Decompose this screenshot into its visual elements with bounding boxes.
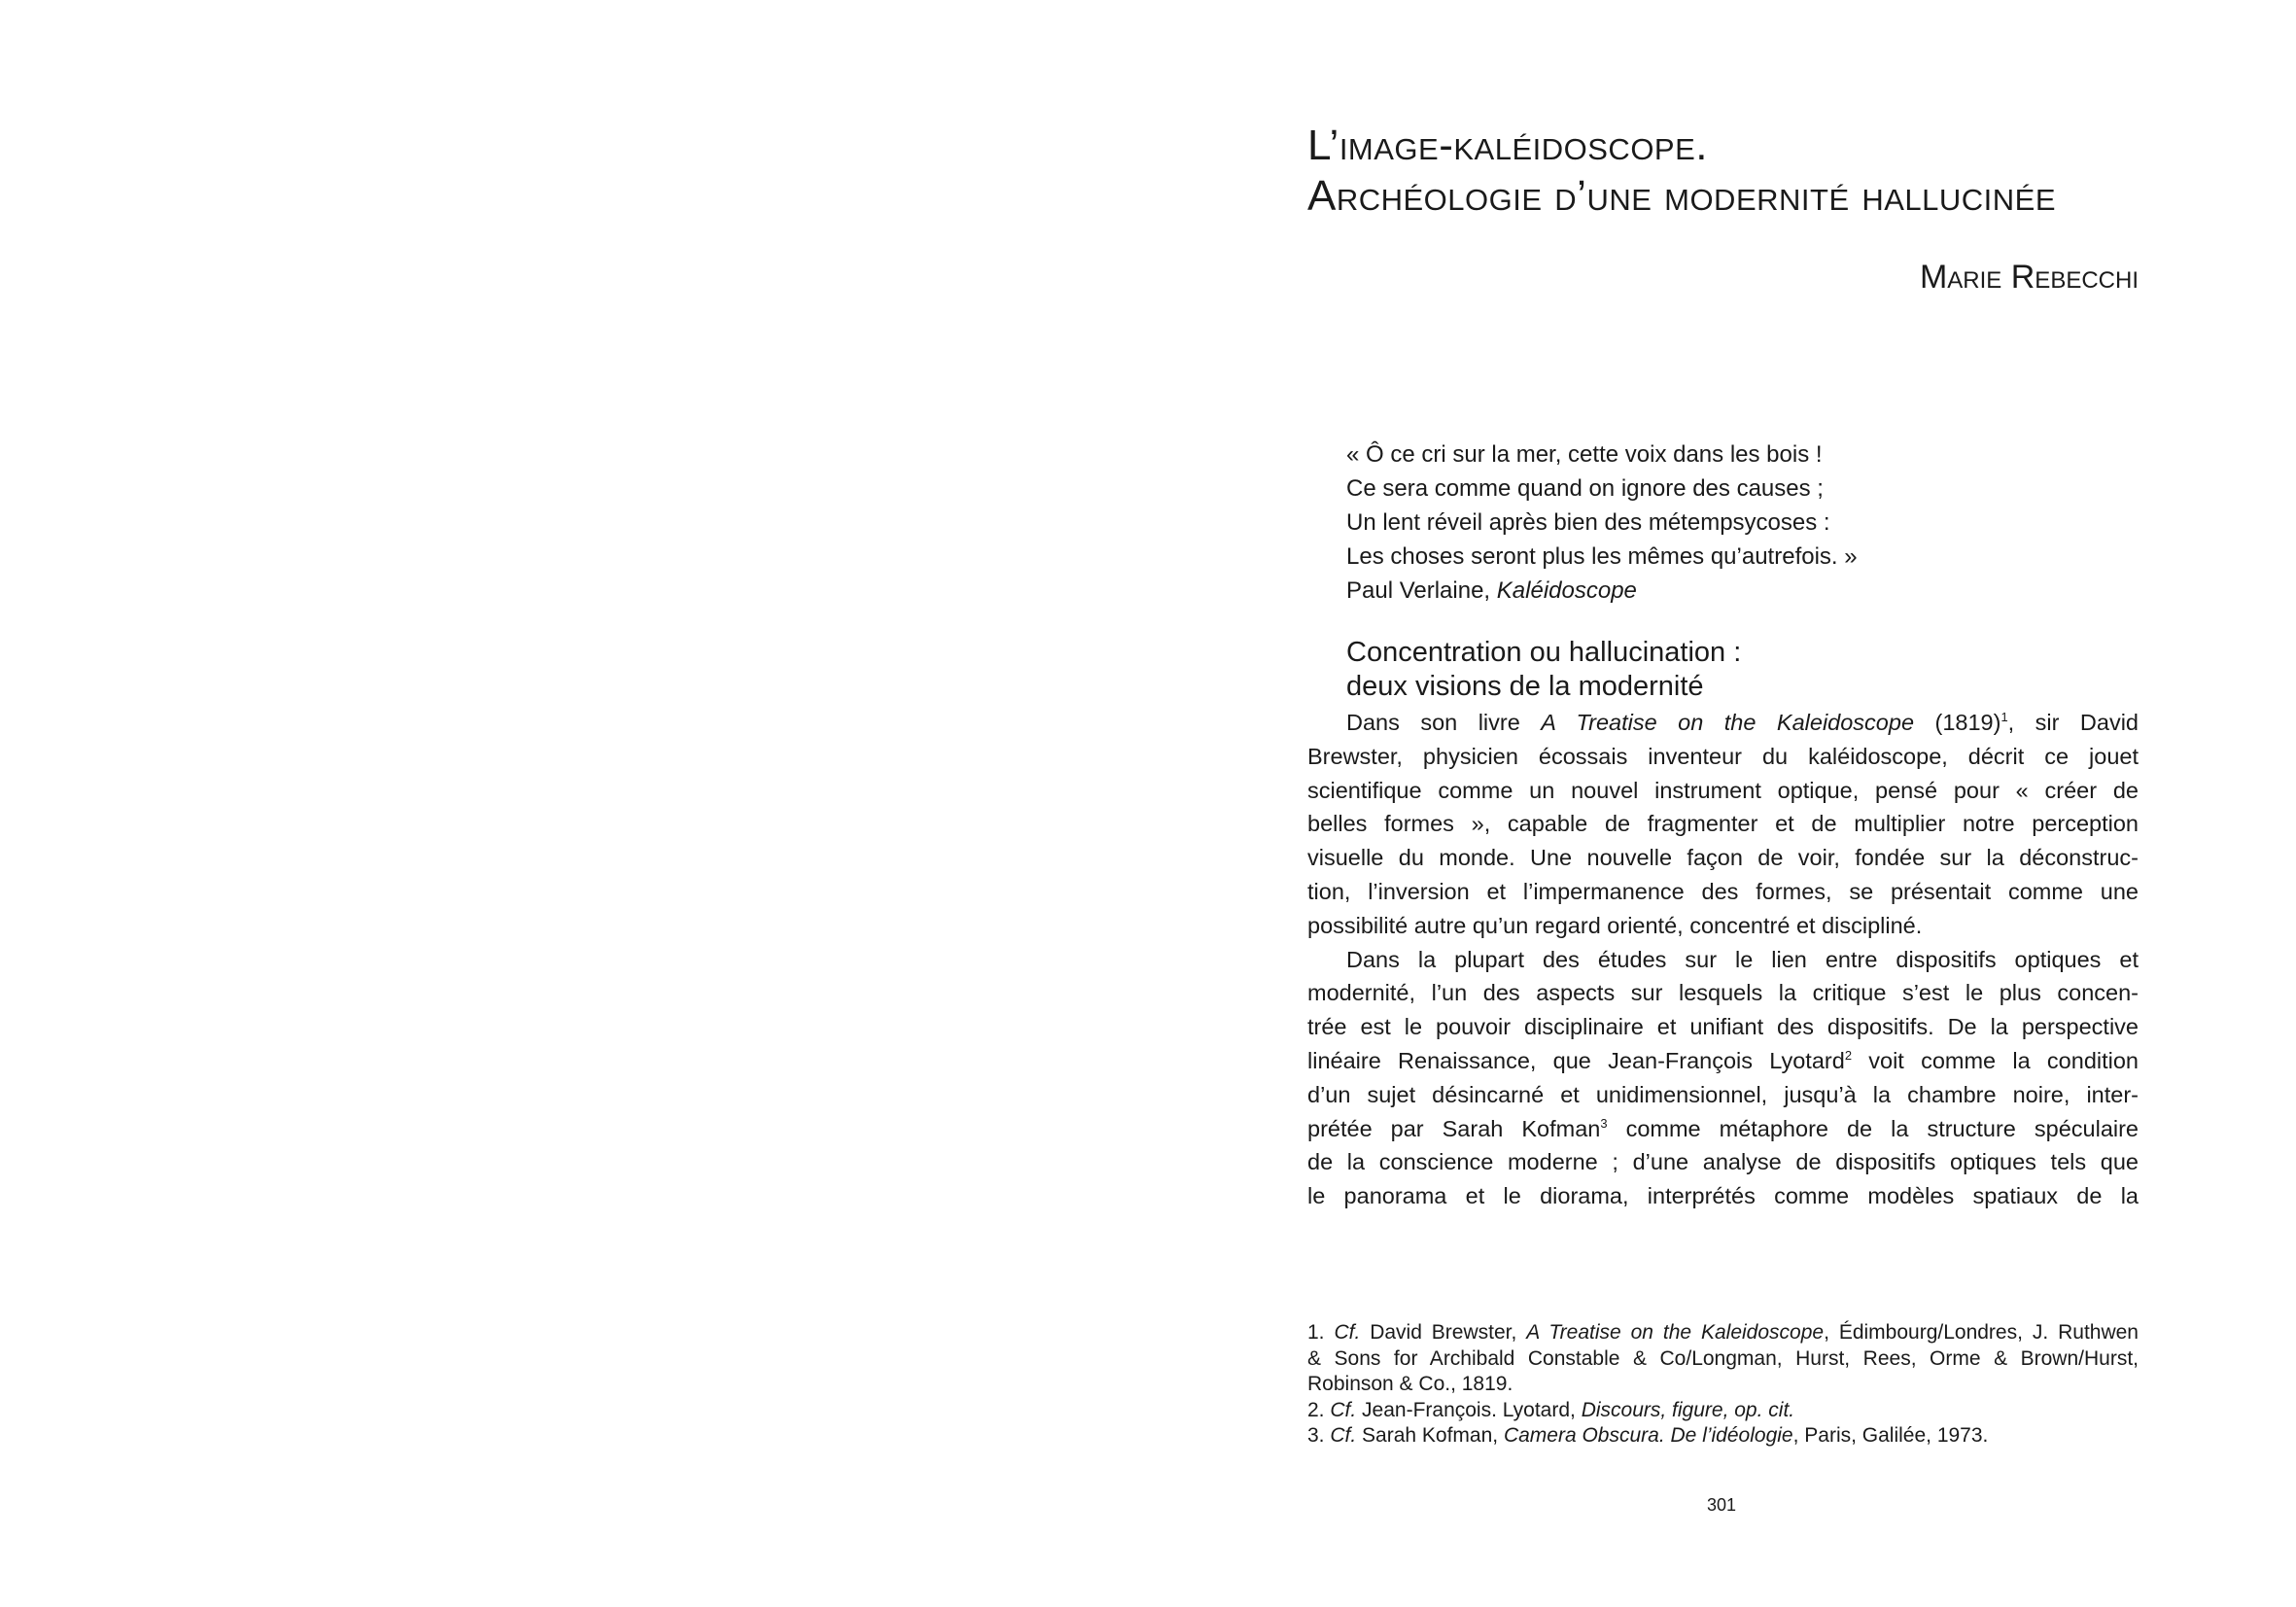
- text-run: trée est le pouvoir disciplinaire et unifiant des dispositifs. De la perspective: [1307, 1014, 2139, 1040]
- text-run: Dans la plupart des études sur le lien entre dispositifs optiques et: [1346, 946, 2139, 972]
- italic-text: Cf.: [1330, 1398, 1357, 1421]
- italic-text: Cf.: [1334, 1321, 1361, 1344]
- text-run: belles formes », capable de fragmenter et de multiplier notre perception: [1307, 811, 2139, 837]
- epigraph-line: Les choses seront plus les mêmes qu’autrefois. »: [1346, 543, 1858, 570]
- text-run: Brewster, physicien écossais inventeur du kaléidoscope, décrit ce jouet: [1307, 743, 2139, 769]
- text-run: , Édimbourg/Londres, J. Ruthwen: [1824, 1321, 2139, 1344]
- footnote-ref: 3: [1600, 1115, 1608, 1131]
- text-run: de la conscience moderne ; d’une analyse de dispositifs optiques tels que: [1307, 1149, 2139, 1175]
- body-line: [1307, 909, 2139, 943]
- body-line: [1307, 774, 2139, 808]
- chapter-title: [1307, 121, 2182, 222]
- italic-text: Cf.: [1330, 1424, 1357, 1448]
- text-run: (1819): [1914, 710, 2001, 735]
- text-run: linéaire Renaissance, que Jean-François Lyotard: [1307, 1047, 1845, 1073]
- body-line: [1307, 976, 2139, 1010]
- text-run: possibilité autre qu’un regard orienté, concentré et discipliné.: [1307, 912, 1923, 938]
- body-text: [1307, 706, 2139, 1213]
- footnote-ref: 2: [1844, 1047, 1852, 1063]
- footnote-line: [1307, 1398, 2139, 1424]
- text-run: 2.: [1307, 1398, 1331, 1421]
- italic-text: A Treatise on the Kaleidoscope: [1526, 1321, 1825, 1344]
- body-line: [1307, 1112, 2139, 1146]
- text-run: voit comme la condition: [1852, 1047, 2139, 1073]
- section-heading: [1346, 636, 1741, 704]
- epigraph-line: « Ô ce cri sur la mer, cette voix dans les bois !: [1346, 441, 1823, 468]
- epigraph: [1346, 437, 1858, 608]
- body-line: [1307, 943, 2139, 977]
- text-run: Robinson & Co., 1819.: [1307, 1373, 1513, 1396]
- italic-text: A Treatise on the Kaleidoscope: [1541, 710, 1915, 735]
- footnote-line: [1307, 1320, 2139, 1346]
- text-run: , Paris, Galilée, 1973.: [1792, 1424, 1989, 1448]
- page-number: 301: [1706, 1495, 1737, 1515]
- attribution-author: Paul Verlaine,: [1346, 577, 1497, 604]
- text-run: Sarah Kofman,: [1356, 1424, 1504, 1448]
- text-run: le panorama et le diorama, interprétés comme modèles spatiaux de la: [1307, 1183, 2139, 1209]
- chapter-title-line-2: Archéologie d’une modernité hallucinée: [1307, 172, 2057, 220]
- body-line: [1307, 706, 2139, 740]
- body-line: [1307, 1145, 2139, 1179]
- footnote-line: [1307, 1346, 2139, 1373]
- text-run: Dans son livre: [1346, 710, 1542, 735]
- footnote-ref: 1: [2000, 709, 2008, 724]
- section-heading-line-2: deux visions de la modernité: [1346, 671, 1704, 702]
- text-run: & Sons for Archibald Constable & Co/Longman, Hurst, Rees, Orme & Brown/Hurst,: [1307, 1346, 2139, 1370]
- text-run: comme métaphore de la structure spéculaire: [1607, 1115, 2139, 1141]
- text-run: Jean-François. Lyotard,: [1356, 1398, 1582, 1421]
- text-run: tion, l’inversion et l’impermanence des formes, se présentait comme une: [1307, 878, 2139, 904]
- italic-text: Camera Obscura. De l’idéologie: [1503, 1424, 1793, 1448]
- body-line: [1307, 841, 2139, 875]
- body-line: [1307, 740, 2139, 774]
- author-name: Marie Rebecchi: [1919, 259, 2139, 296]
- text-run: 1.: [1307, 1321, 1335, 1344]
- text-run: d’un sujet désincarné et unidimensionnel, jusqu’à la chambre noire, inter-: [1307, 1081, 2139, 1107]
- footnotes: [1307, 1320, 2139, 1450]
- text-run: prétée par Sarah Kofman: [1307, 1115, 1601, 1141]
- body-line: [1307, 1010, 2139, 1044]
- body-line: [1307, 807, 2139, 841]
- footnote-line: [1307, 1372, 2139, 1398]
- section-heading-line-1: Concentration ou hallucination :: [1346, 637, 1742, 668]
- body-line: [1307, 1179, 2139, 1213]
- epigraph-line: Un lent réveil après bien des métempsycoses :: [1346, 509, 1830, 536]
- chapter-title-line-1: L’image-kaléidoscope.: [1307, 122, 1709, 169]
- text-run: visuelle du monde. Une nouvelle façon de voir, fondée sur la déconstruc-: [1307, 845, 2139, 871]
- attribution-work: Kaléidoscope: [1496, 577, 1637, 604]
- italic-text: Discours, figure, op. cit.: [1581, 1398, 1795, 1421]
- text-run: David Brewster,: [1360, 1321, 1527, 1344]
- body-line: [1307, 1078, 2139, 1112]
- footnote-line: [1307, 1423, 2139, 1450]
- body-line: [1307, 875, 2139, 909]
- text-run: , sir David: [2007, 710, 2139, 735]
- text-run: modernité, l’un des aspects sur lesquels la critique s’est le plus concen-: [1307, 980, 2139, 1006]
- body-line: [1307, 1044, 2139, 1078]
- epigraph-attribution: [1346, 574, 1858, 608]
- text-run: 3.: [1307, 1424, 1331, 1448]
- text-run: scientifique comme un nouvel instrument optique, pensé pour « créer de: [1307, 777, 2139, 803]
- epigraph-line: Ce sera comme quand on ignore des causes ;: [1346, 475, 1824, 502]
